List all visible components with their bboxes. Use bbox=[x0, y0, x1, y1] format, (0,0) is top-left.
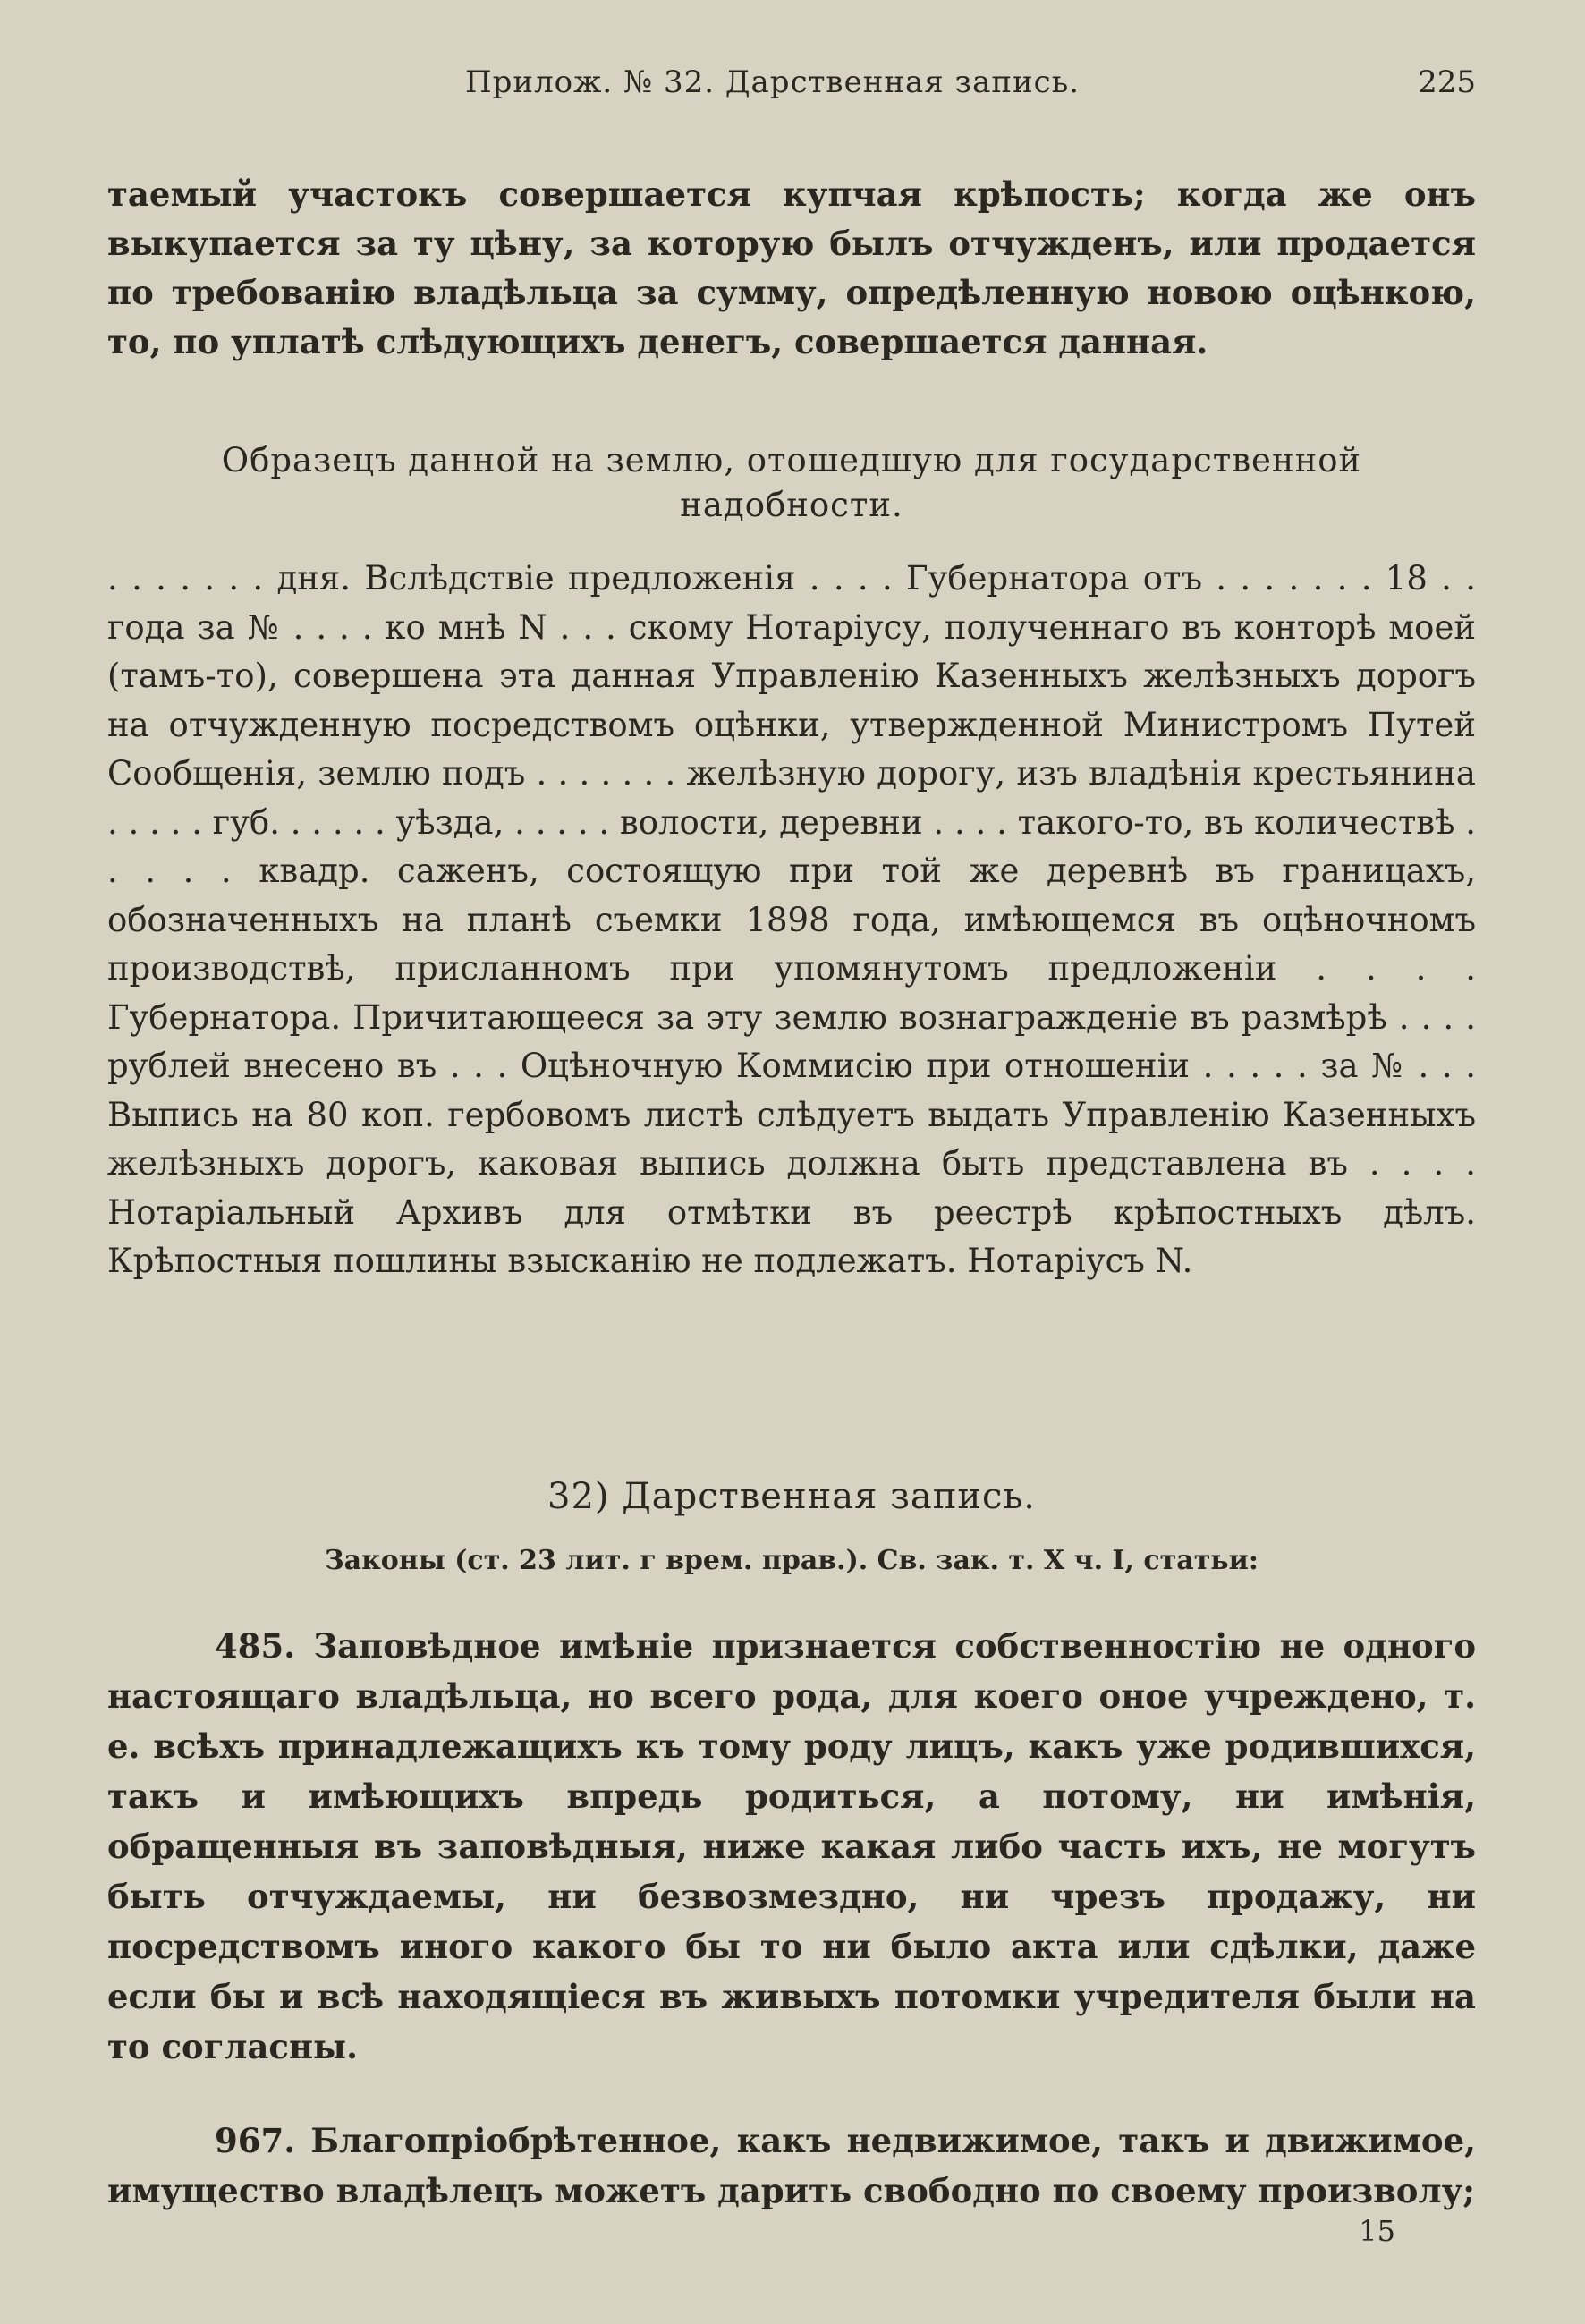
deed-sample-text bbox=[107, 555, 1476, 1286]
signature-mark: 15 bbox=[1359, 2214, 1395, 2248]
paragraph-continuation bbox=[107, 170, 1476, 367]
article-text: Благопріобрѣтенное, какъ недвижимое, такъ и движимое, имущество владѣлецъ можетъ дарить свободно по своему произволу; bbox=[107, 2121, 1476, 2210]
article-485 bbox=[107, 1621, 1476, 2072]
running-head bbox=[107, 64, 1476, 109]
article-number: 967. bbox=[215, 2121, 296, 2160]
paragraph-text: таемый участокъ совершается купчая крѣпость; когда же онъ выкупается за ту цѣну, за которую былъ отчужденъ, или продается по требованію владѣльца за сумму, опредѣленную новою оцѣнкою, то, по уплатѣ слѣдующихъ денегъ, совершается данная. bbox=[107, 174, 1476, 361]
article-967 bbox=[107, 2116, 1476, 2216]
laws-reference: Законы (ст. 23 лит. г врем. прав.). Св. зак. т. X ч. I, статьи: bbox=[325, 1545, 1259, 1576]
page-number: 225 bbox=[1418, 64, 1476, 100]
running-title: Прилож. № 32. Дарственная запись. bbox=[465, 64, 1081, 100]
sample-title: Образецъ данной на землю, отошедшую для государственной надобности. bbox=[221, 441, 1362, 524]
deed-sample-paragraph: . . . . . . . дня. Вслѣдствіе предложенія . . . . Губернатора отъ . . . . . . . 18 . . года за № . . . . ко мнѣ N . . . скому Нотаріусу, полученнаго въ конторѣ моей (тамъ-то), совершена эта данная Управленію Казенныхъ желѣзныхъ дорогъ на отчужденную посредствомъ оцѣнки, утвержденной Министромъ Путей Сообщенія, землю подъ . . . . . . . желѣзную дорогу, изъ владѣнія крестьянина . . . . . губ. . . . . . уѣзда, . . . . . волости, деревни . . . . такого-то, въ количествѣ . . . . . квадр. саженъ, состоящую при той же деревнѣ въ границахъ, обозначенныхъ на планѣ съемки 1898 года, имѣющемся въ оцѣночномъ производствѣ, присланномъ при упомянутомъ предложеніи . . . . Губернатора. Причитающееся за эту землю вознагражденіе въ размѣрѣ . . . . рублей внесено въ . . . Оцѣночную Коммисію при отношеніи . . . . . за № . . . Выпись на 80 коп. гербовомъ листѣ слѣдуетъ выдать Управленію Казенныхъ желѣзныхъ дорогъ, каковая выпись должна быть представлена въ . . . . Нотаріальный Архивъ для отмѣтки въ реестрѣ крѣпостныхъ дѣлъ. Крѣпостныя пошлины взысканію не подлежатъ. Нотаріусъ N. bbox=[107, 559, 1476, 1280]
article-number: 485. bbox=[215, 1626, 296, 1666]
section-heading: 32) Дарственная запись. bbox=[547, 1476, 1036, 1517]
article-text: Заповѣдное имѣніе признается собственностію не одного настоящаго владѣльца, но всего рода, для коего оное учреждено, т. е. всѣхъ принадлежащихъ къ тому роду лицъ, какъ уже родившихся, такъ и имѣющихъ впредь родиться, а потому, ни имѣнія, обращенныя въ заповѣдныя, ниже какая либо часть ихъ, не могутъ быть отчуждаемы, ни безвозмездно, ни чрезъ продажу, ни посредствомъ иного какого бы то ни было акта или сдѣлки, даже если бы и всѣ находящіеся въ живыхъ потомки учредителя были на то согласны. bbox=[107, 1626, 1476, 2066]
